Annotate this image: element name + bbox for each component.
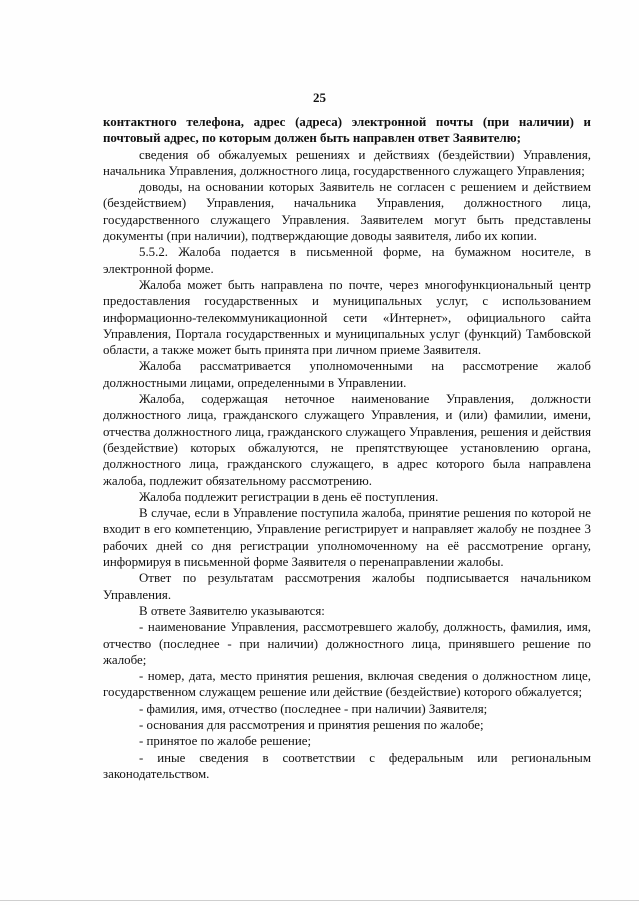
list-item-applicant-name: - фамилия, имя, отчество (последнее - при наличии) Заявителя;	[139, 701, 488, 716]
paragraph-inaccurate-name: Жалоба, содержащая неточное наименование Управления, должности должностного лица, гражданского служащего Управления, и (или) фамилии, имени, отчества должностного лица, гражданского служащего Управления, решения и действия (бездействие) которых обжалуются, не препятствующее установлению органа, должностного лица, гражданского служащего, в адрес которого была направлена жалоба, подлежит обязательному рассмотрению.	[103, 392, 591, 488]
list-item-office-name: - наименование Управления, рассмотревшего жалобу, должность, фамилия, имя, отчество (последнее - при наличии) должностного лица, принявшего решение по жалобе;	[103, 620, 591, 667]
list-item-decision: - принятое по жалобе решение;	[139, 734, 312, 749]
paragraph-answer-signed: Ответ по результатам рассмотрения жалобы подписывается начальником Управления.	[103, 571, 591, 602]
list-item-grounds: - основания для рассмотрения и принятия решения по жалобе;	[139, 717, 484, 732]
list-item-other-info: - иные сведения в соответствии с федеральным или региональным законодательством.	[103, 750, 591, 781]
paragraph-reviewers: Жалоба рассматривается уполномоченными на рассмотрение жалоб должностными лицами, определенными в Управлении.	[103, 359, 591, 390]
paragraph-complaint-form: 5.5.2. Жалоба подается в письменной форме, на бумажном носителе, в электронной форме.	[103, 245, 591, 276]
paragraph-submission-channels: Жалоба может быть направлена по почте, через многофункциональный центр предоставления государственных и муниципальных услуг, с использованием информационно-телекоммуникационной сети «Интернет», официального сайта Управления, Портала государственных и муниципальных услуг (функций) Тамбовской области, а также может быть принята при личном приеме Заявителя.	[103, 277, 591, 358]
page-number: 25	[313, 90, 326, 105]
paragraph-contact-info: контактного телефона, адрес (адреса) электронной почты (при наличии) и почтовый адрес, по которым должен быть направлен ответ Заявителю;	[103, 115, 591, 146]
list-item-decision-number: - номер, дата, место принятия решения, включая сведения о должностном лице, государственном служащем решение или действие (бездействие) которого обжалуется;	[103, 669, 591, 700]
paragraph-arguments: доводы, на основании которых Заявитель не согласен с решением и действием (бездействием) Управления, начальника Управления, должностного лица, государственного служащего Управления. Заявителем могут быть представлены документы (при наличии), подтверждающие доводы заявителя, либо их копии.	[103, 180, 591, 244]
paragraph-appealed-decisions: сведения об обжалуемых решениях и действиях (бездействии) Управления, начальника Управления, должностного лица, государственного служащего Управления;	[103, 147, 591, 178]
paragraph-redirect: В случае, если в Управление поступила жалоба, принятие решения по которой не входит в его компетенцию, Управление регистрирует и направляет жалобу не позднее 3 рабочих дней со дня регистрации уполномоченному на её рассмотрение органу, информируя в письменной форме Заявителя о перенаправлении жалобы.	[103, 506, 591, 570]
document-body	[103, 114, 591, 782]
paragraph-registration: Жалоба подлежит регистрации в день её поступления.	[139, 489, 439, 504]
scan-edge-divider	[0, 900, 639, 901]
paragraph-answer-contents: В ответе Заявителю указываются:	[139, 603, 325, 618]
